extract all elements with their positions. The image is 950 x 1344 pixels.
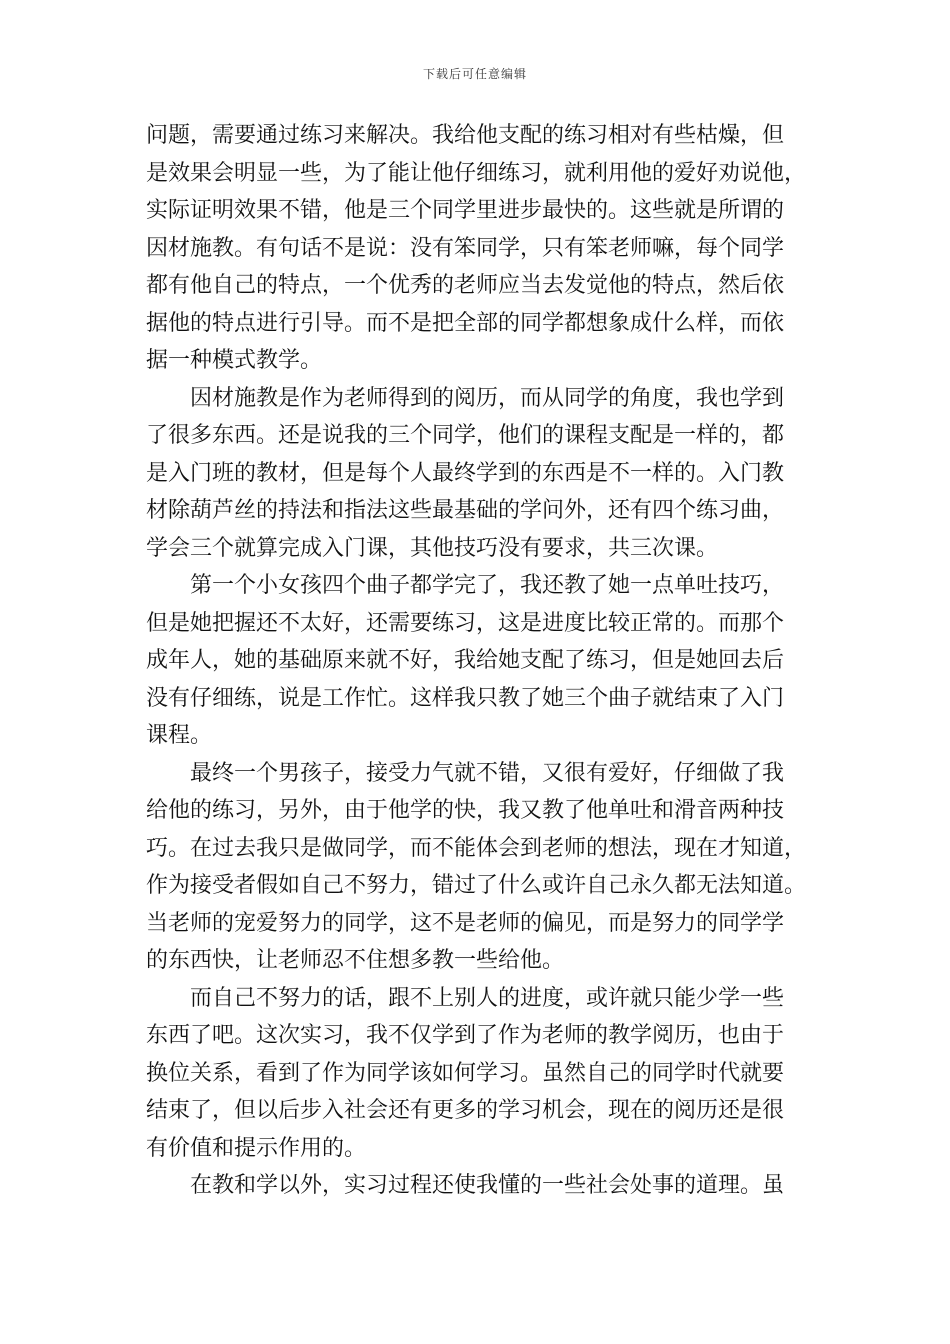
header-note: 下载后可任意编辑 xyxy=(422,67,527,81)
text-line: 但是她把握还不太好，还需要练习，这是进度比较正常的。而那个 xyxy=(146,610,785,636)
text-line: 学会三个就算完成入门课，其他技巧没有要求，共三次课。 xyxy=(146,535,719,561)
text-line: 成年人，她的基础原来就不好，我给她支配了练习，但是她回去后 xyxy=(146,648,785,673)
text-line: 据他的特点进行引导。而不是把全部的同学都想象成什么样，而依 xyxy=(146,310,785,336)
text-line: 在教和学以外，实习过程还使我懂的一些社会处事的道理。虽 xyxy=(190,1173,785,1198)
text-line: 东西了吧。这次实习，我不仅学到了作为老师的教学阅历，也由于 xyxy=(146,1023,785,1048)
text-line: 第一个小女孩四个曲子都学完了，我还教了她一点单吐技巧， xyxy=(190,573,785,598)
text-line: 当老师的宠爱努力的同学，这不是老师的偏见，而是努力的同学学 xyxy=(146,910,785,936)
text-line: 材除葫芦丝的持法和指法这些最基础的学问外，还有四个练习曲， xyxy=(146,498,785,523)
text-line: 问题，需要通过练习来解决。我给他支配的练习相对有些枯燥，但 xyxy=(146,123,785,148)
text-line: 而自己不努力的话，跟不上别人的进度，或许就只能少学一些 xyxy=(190,985,785,1011)
text-line: 巧。在过去我只是做同学，而不能体会到老师的想法，现在才知道， xyxy=(146,835,807,861)
text-line: 有价值和提示作用的。 xyxy=(146,1135,367,1161)
text-line: 是入门班的教材，但是每个人最终学到的东西是不一样的。入门教 xyxy=(146,460,785,486)
text-line: 因材施教。有句话不是说：没有笨同学，只有笨老师嘛，每个同学 xyxy=(146,235,785,261)
text-line: 换位关系，看到了作为同学该如何学习。虽然自己的同学时代就要 xyxy=(146,1060,785,1086)
text-line: 结束了，但以后步入社会还有更多的学习机会，现在的阅历还是很 xyxy=(146,1098,785,1123)
text-line: 的东西快，让老师忍不住想多教一些给他。 xyxy=(146,948,565,973)
text-line: 作为接受者假如自己不努力，错过了什么或许自己永久都无法知道。 xyxy=(146,873,807,898)
text-line: 都有他自己的特点，一个优秀的老师应当去发觉他的特点，然后依 xyxy=(146,273,785,298)
text-line: 实际证明效果不错，他是三个同学里进步最快的。这些就是所谓的 xyxy=(146,198,785,223)
text-line: 据一种模式教学。 xyxy=(146,348,323,373)
body-text xyxy=(146,117,808,1205)
text-line: 是效果会明显一些，为了能让他仔细练习，就利用他的爱好劝说他， xyxy=(146,160,807,186)
text-line: 课程。 xyxy=(146,723,213,748)
text-line: 最终一个男孩子，接受力气就不错，又很有爱好，仔细做了我 xyxy=(190,760,785,786)
text-line: 因材施教是作为老师得到的阅历，而从同学的角度，我也学到 xyxy=(190,385,785,411)
text-line: 没有仔细练，说是工作忙。这样我只教了她三个曲子就结束了入门 xyxy=(146,685,785,711)
text-line: 给他的练习，另外，由于他学的快，我又教了他单吐和滑音两种技 xyxy=(146,798,785,823)
text-line: 了很多东西。还是说我的三个同学，他们的课程支配是一样的，都 xyxy=(146,423,785,448)
